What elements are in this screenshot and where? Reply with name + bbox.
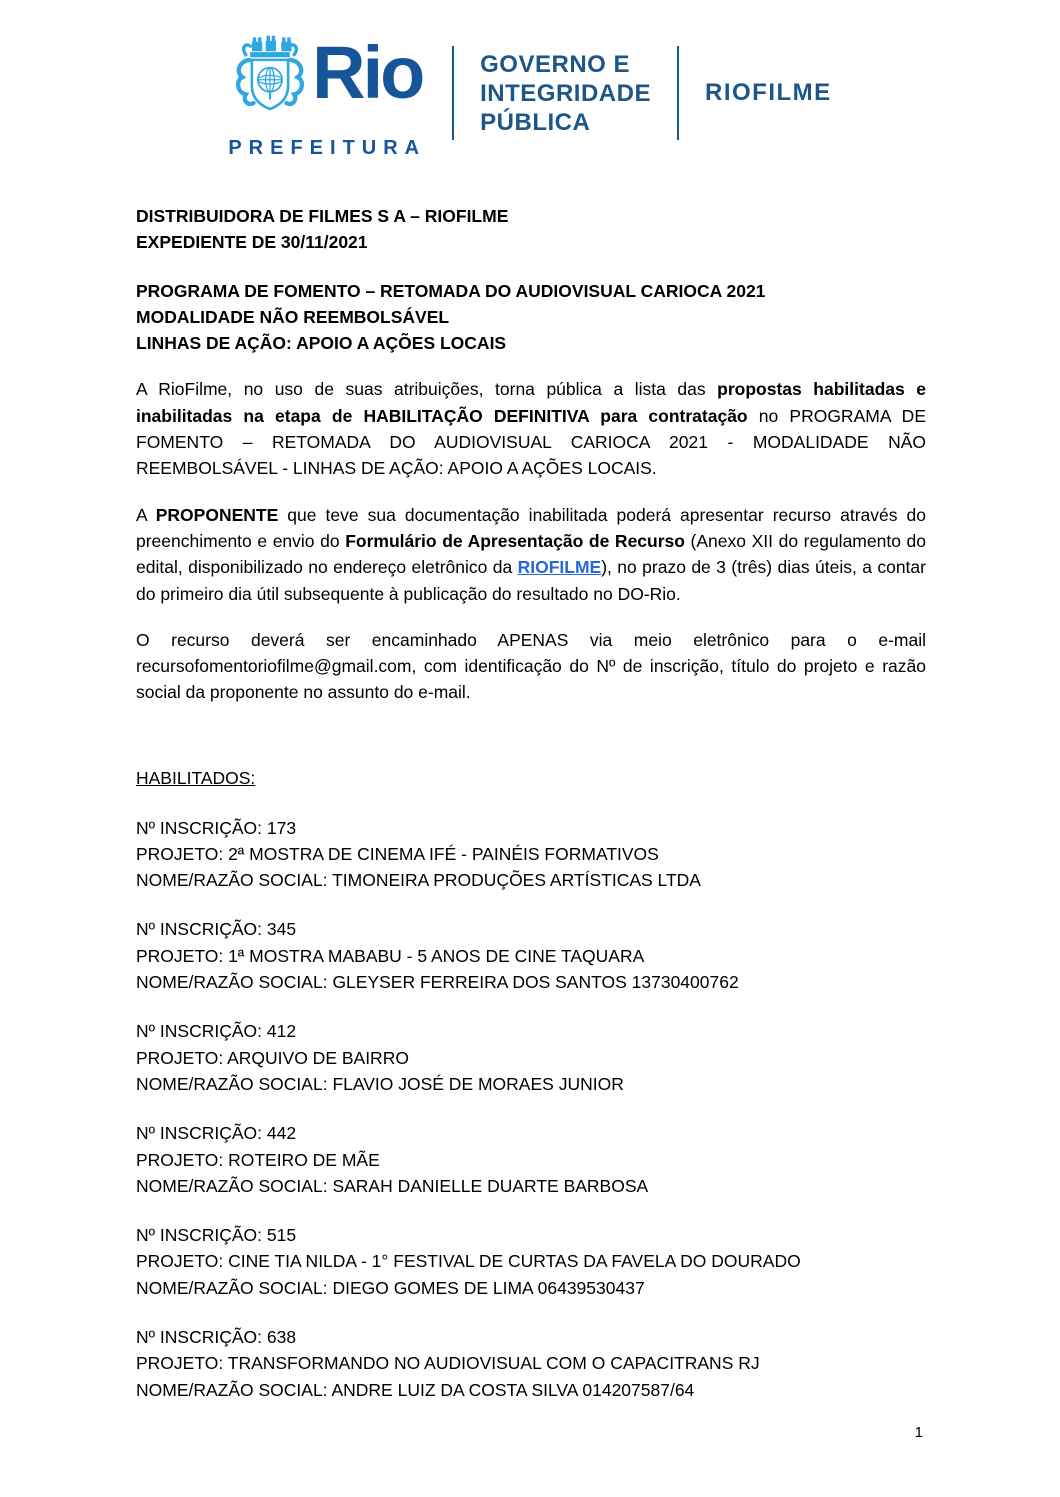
riofilme-link[interactable]: RIOFILME bbox=[517, 557, 602, 578]
text-segment: (Anexo XII do regulamento do edital, disponibilizado no endereço eletrônico da bbox=[136, 530, 927, 578]
riofilme-logo: RIOFILME bbox=[704, 79, 832, 106]
inscricao-label: Nº INSCRIÇÃO: bbox=[136, 1123, 262, 1144]
text-segment: que teve sua documentação inabilitada poderá apresentar recurso através do preenchimento e envio do bbox=[136, 504, 926, 551]
paragraph-intro bbox=[136, 376, 926, 481]
projeto-label: PROJETO: bbox=[136, 1251, 224, 1272]
org-name-line: DISTRIBUIDORA DE FILMES S A – RIOFILME bbox=[136, 206, 509, 226]
entry bbox=[136, 1018, 926, 1097]
nome-value: SARAH DANIELLE DUARTE BARBOSA bbox=[332, 1175, 649, 1196]
habilitados-heading: HABILITADOS: bbox=[136, 768, 256, 789]
entry-projeto bbox=[136, 1350, 926, 1376]
rio-prefeitura-logo bbox=[228, 26, 426, 160]
projeto-value: 1ª MOSTRA MABABU - 5 ANOS DE CINE TAQUARA bbox=[228, 945, 645, 966]
entry bbox=[136, 1222, 926, 1301]
text-segment: A bbox=[136, 504, 156, 525]
entry-projeto bbox=[136, 1248, 926, 1274]
program-line: PROGRAMA DE FOMENTO – RETOMADA DO AUDIOVISUAL CARIOCA 2021 bbox=[136, 280, 766, 301]
inscricao-value: 638 bbox=[266, 1327, 297, 1347]
paragraph-recurso bbox=[136, 502, 926, 607]
rio-coat-of-arms-icon bbox=[232, 26, 308, 135]
entry bbox=[136, 1324, 926, 1403]
projeto-label: PROJETO: bbox=[136, 945, 224, 966]
governo-integridade-logo bbox=[480, 50, 651, 137]
entry-inscricao bbox=[136, 1222, 926, 1248]
inscricao-value: 345 bbox=[266, 919, 297, 940]
prefeitura-label: PREFEITURA bbox=[228, 137, 427, 159]
projeto-value: ARQUIVO DE BAIRRO bbox=[227, 1047, 409, 1068]
header-divider bbox=[677, 46, 679, 140]
inscricao-label: Nº INSCRIÇÃO: bbox=[136, 1021, 262, 1042]
entry-nome bbox=[136, 969, 926, 995]
inscricao-value: 412 bbox=[266, 1021, 297, 1042]
projeto-value: CINE TIA NILDA - 1° FESTIVAL DE CURTAS DA FAVELA DO DOURADO bbox=[228, 1251, 801, 1272]
header-divider bbox=[452, 46, 454, 140]
entry-projeto bbox=[136, 1147, 926, 1173]
nome-value: GLEYSER FERREIRA DOS SANTOS 13730400762 bbox=[332, 972, 739, 993]
nome-label: NOME/RAZÃO SOCIAL: bbox=[136, 972, 328, 993]
document-heading bbox=[136, 203, 926, 256]
projeto-value: ROTEIRO DE MÃE bbox=[228, 1149, 380, 1170]
document-body bbox=[136, 203, 926, 1403]
nome-label: NOME/RAZÃO SOCIAL: bbox=[136, 1379, 328, 1400]
entry-nome bbox=[136, 867, 926, 893]
inscricao-value: 442 bbox=[266, 1123, 297, 1144]
governo-line: GOVERNO E bbox=[480, 50, 630, 78]
inscricao-label: Nº INSCRIÇÃO: bbox=[136, 1225, 262, 1246]
nome-value: ANDRE LUIZ DA COSTA SILVA 014207587/64 bbox=[331, 1379, 695, 1400]
program-line: LINHAS DE AÇÃO: APOIO A AÇÕES LOCAIS bbox=[136, 333, 507, 354]
nome-label: NOME/RAZÃO SOCIAL: bbox=[136, 1073, 328, 1094]
entry-inscricao bbox=[136, 1120, 926, 1146]
entry bbox=[136, 815, 926, 894]
entry-inscricao bbox=[136, 1324, 926, 1350]
entry-nome bbox=[136, 1275, 926, 1301]
text-segment-bold: Formulário de Apresentação de Recurso bbox=[345, 530, 685, 551]
entry-inscricao bbox=[136, 1018, 926, 1044]
entry-projeto bbox=[136, 1045, 926, 1071]
projeto-value: TRANSFORMANDO NO AUDIOVISUAL COM O CAPACITRANS RJ bbox=[227, 1353, 760, 1374]
inscricao-value: 515 bbox=[266, 1225, 297, 1246]
inscricao-value: 173 bbox=[266, 817, 297, 838]
nome-value: FLAVIO JOSÉ DE MORAES JUNIOR bbox=[332, 1073, 624, 1094]
text-segment: A RioFilme, no uso de suas atribuições, torna pública a lista das bbox=[136, 379, 718, 400]
paragraph-email: O recurso deverá ser encaminhado APENAS via meio eletrônico para o e-mail recursofomentoriofilme@gmail.com, com identificação do Nº de inscrição, título do projeto e razão social da proponente no assunto do e-mail. bbox=[136, 629, 926, 703]
nome-label: NOME/RAZÃO SOCIAL: bbox=[136, 870, 328, 891]
inscricao-label: Nº INSCRIÇÃO: bbox=[136, 817, 262, 838]
inscricao-label: Nº INSCRIÇÃO: bbox=[136, 919, 262, 940]
projeto-label: PROJETO: bbox=[136, 1353, 224, 1374]
expediente-line: EXPEDIENTE DE 30/11/2021 bbox=[136, 232, 368, 253]
projeto-label: PROJETO: bbox=[136, 843, 224, 864]
projeto-label: PROJETO: bbox=[136, 1149, 224, 1170]
rio-wordmark: Rio bbox=[312, 31, 423, 114]
entry-projeto bbox=[136, 943, 926, 969]
program-heading bbox=[136, 278, 926, 357]
entry-inscricao bbox=[136, 916, 926, 942]
nome-value: DIEGO GOMES DE LIMA 06439530437 bbox=[332, 1277, 645, 1298]
projeto-value: 2ª MOSTRA DE CINEMA IFÉ - PAINÉIS FORMATIVOS bbox=[228, 843, 659, 864]
entry-inscricao bbox=[136, 815, 926, 841]
text-segment: no PROGRAMA DE FOMENTO – RETOMADA DO AUDIOVISUAL CARIOCA 2021 - MODALIDADE NÃO REEMBOLSÁVEL - LINHAS DE AÇÃO: APOIO A AÇÕES LOCAIS. bbox=[136, 405, 926, 479]
nome-label: NOME/RAZÃO SOCIAL: bbox=[136, 1277, 328, 1298]
entry-nome bbox=[136, 1173, 926, 1199]
header-logos bbox=[0, 26, 1060, 160]
governo-line: INTEGRIDADE bbox=[480, 79, 651, 107]
nome-label: NOME/RAZÃO SOCIAL: bbox=[136, 1175, 328, 1196]
governo-line: PÚBLICA bbox=[480, 108, 591, 136]
entry bbox=[136, 1120, 926, 1199]
projeto-label: PROJETO: bbox=[136, 1047, 224, 1068]
entry-nome bbox=[136, 1377, 926, 1403]
text-segment-bold: PROPONENTE bbox=[155, 504, 279, 525]
inscricao-label: Nº INSCRIÇÃO: bbox=[136, 1327, 262, 1347]
text-segment: ), no prazo de 3 (três) dias úteis, a contar do primeiro dia útil subsequente à publicação do resultado no DO-Rio. bbox=[136, 557, 926, 604]
nome-value: TIMONEIRA PRODUÇÕES ARTÍSTICAS LTDA bbox=[332, 870, 701, 891]
entry-nome bbox=[136, 1071, 926, 1097]
page-number: 1 bbox=[914, 1424, 923, 1441]
entry-projeto bbox=[136, 841, 926, 867]
program-line: MODALIDADE NÃO REEMBOLSÁVEL bbox=[136, 306, 450, 327]
text-segment-bold: propostas habilitadas e inabilitadas na etapa de HABILITAÇÃO DEFINITIVA para contratação bbox=[136, 379, 927, 426]
entry bbox=[136, 916, 926, 995]
